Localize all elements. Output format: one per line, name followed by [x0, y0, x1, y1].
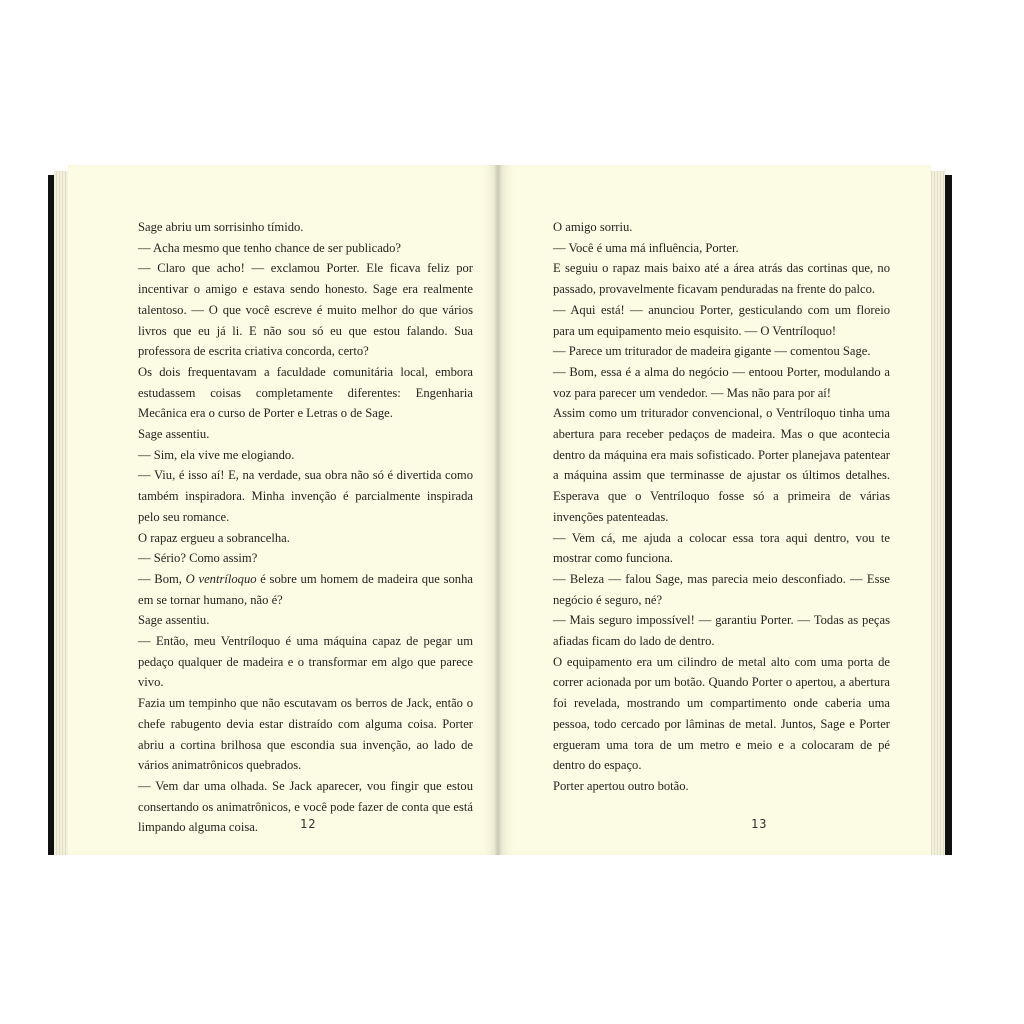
paragraph: Fazia um tempinho que não escutavam os berros de Jack, então o chefe rabugento devia estar distraído com alguma coisa. Porter abriu a cortina brilhosa que escondia sua invenção, ao lado de vários animatrônicos quebrados.: [138, 696, 473, 773]
paragraph: — Parece um triturador de madeira gigante — comentou Sage.: [553, 344, 871, 359]
paragraph: — Bom, O ventríloquo é sobre um homem de madeira que sonha em se tornar humano, não é?: [138, 571, 473, 607]
paragraph: Sage abriu um sorrisinho tímido.: [138, 220, 304, 234]
book-gutter: [494, 165, 502, 855]
left-page-text: [138, 217, 473, 838]
paragraph: Sage assentiu.: [138, 613, 210, 628]
paragraph: — Sério? Como assim?: [138, 551, 258, 566]
paragraph: E seguiu o rapaz mais baixo até a área atrás das cortinas que, no passado, provavelmente ficavam penduradas na frente do palco.: [553, 261, 890, 297]
paragraph: — Mais seguro impossível! — garantiu Porter. — Todas as peças afiadas ficam do lado de dentro.: [553, 613, 890, 649]
paragraph: — Claro que acho! — exclamou Porter. Ele ficava feliz por incentivar o amigo e estava sendo honesto. Sage era realmente talentoso. — O que você escreve é muito melhor do que vários livros que eu já li. E não sou só eu que estou falando. Sua professora de escrita criativa concorda, certo?: [138, 261, 473, 359]
page-number-right: 13: [751, 817, 768, 831]
page-number-left: 12: [300, 817, 317, 831]
paragraph: Porter apertou outro botão.: [553, 778, 689, 793]
paragraph: O amigo sorriu.: [553, 220, 633, 234]
book-cover-edge-right: [945, 175, 952, 855]
paragraph: Os dois frequentavam a faculdade comunitária local, embora estudassem coisas completamente diferentes: Engenharia Mecânica era o curso de Porter e Letras o de Sage.: [138, 364, 473, 421]
left-page: [68, 165, 498, 855]
paragraph: — Beleza — falou Sage, mas parecia meio desconfiado. — Esse negócio é seguro, né?: [553, 571, 890, 607]
paragraph: — Aqui está! — anunciou Porter, gesticulando com um floreio para um equipamento meio esquisito. — O Ventríloquo!: [553, 302, 890, 338]
paragraph: Sage assentiu.: [138, 427, 210, 442]
page-stack-right: [931, 171, 945, 855]
paragraph: — Acha mesmo que tenho chance de ser publicado?: [138, 240, 401, 255]
paragraph: — Vem cá, me ajuda a colocar essa tora aqui dentro, vou te mostrar como funciona.: [553, 530, 890, 566]
paragraph: — Viu, é isso aí! E, na verdade, sua obra não só é divertida como também inspiradora. Minha invenção é parcialmente inspirada pelo seu romance.: [138, 468, 473, 524]
paragraph: — Bom, essa é a alma do negócio — entoou Porter, modulando a voz para parecer um vendedor. — Mas não para por aí!: [553, 364, 890, 400]
page-stack-left: [54, 171, 68, 855]
book-title-italic: O ventríloquo: [185, 571, 257, 586]
paragraph: O rapaz ergueu a sobrancelha.: [138, 530, 290, 545]
right-page: [498, 165, 931, 855]
right-page-text: [553, 217, 890, 797]
paragraph: Assim como um triturador convencional, o Ventríloquo tinha uma abertura para receber pedaços de madeira. Mas o que acontecia dentro da máquina era mais sofisticado. Porter planejava patentear a máquina assim que terminasse de ajustar os últimos detalhes. Esperava que o Ventríloquo fosse só a primeira de várias invenções patenteadas.: [553, 406, 890, 524]
paragraph: O equipamento era um cilindro de metal alto com uma porta de correr acionada por um botão. Quando Porter o apertou, a abertura foi revelada, mostrando um compartimento onde caberia uma pessoa, todo cercado por lâminas de metal. Juntos, Sage e Porter ergueram uma tora de um metro e meio e a colocaram de pé dentro do espaço.: [553, 654, 890, 773]
paragraph: — Você é uma má influência, Porter.: [553, 240, 739, 255]
paragraph: — Sim, ela vive me elogiando.: [138, 447, 295, 462]
paragraph: — Vem dar uma olhada. Se Jack aparecer, vou fingir que estou consertando os animatrônicos, e você pode fazer de conta que está limpando alguma coisa.: [138, 778, 473, 835]
open-book: [48, 165, 952, 855]
paragraph: — Então, meu Ventríloquo é uma máquina capaz de pegar um pedaço qualquer de madeira e o transformar em algo que parece vivo.: [138, 634, 473, 690]
